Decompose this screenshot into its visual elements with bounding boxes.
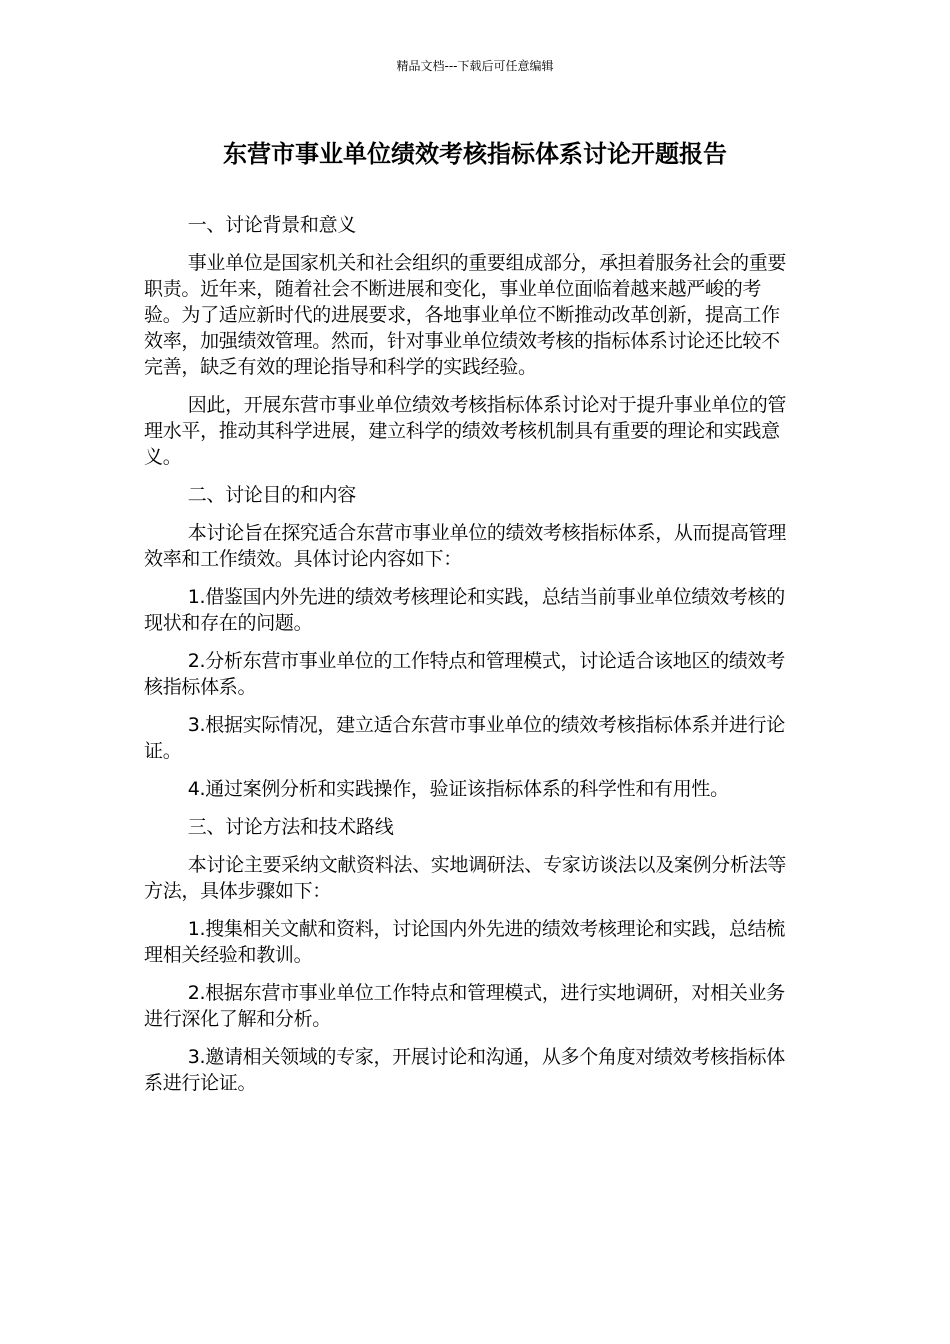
document-title: 东营市事业单位绩效考核指标体系讨论开题报告 <box>223 140 727 168</box>
page-header-note: 精品文档---下载后可任意编辑 <box>396 59 554 73</box>
content-item-2: 2.分析东营市事业单位的工作特点和管理模式，讨论适合该地区的绩效考核指标体系。 <box>144 650 785 698</box>
paragraph-background: 事业单位是国家机关和社会组织的重要组成部分，承担着服务社会的重要职责。近年来，随着社会不断进展和变化，事业单位面临着越来越严峻的考验。为了适应新时代的进展要求，各地事业单位不断推动改革创新，提高工作效率，加强绩效管理。然而，针对事业单位绩效考核的指标体系讨论还比较不完善，缺乏有效的理论指导和科学的实践经验。 <box>144 252 787 378</box>
section-heading-purpose: 二、讨论目的和内容 <box>187 484 356 506</box>
paragraph-methods: 本讨论主要采纳文献资料法、实地调研法、专家访谈法以及案例分析法等方法，具体步骤如下： <box>144 854 787 902</box>
method-step-3: 3.邀请相关领域的专家，开展讨论和沟通，从多个角度对绩效考核指标体系进行论证。 <box>144 1046 785 1094</box>
method-step-1: 1.搜集相关文献和资料，讨论国内外先进的绩效考核理论和实践，总结梳理相关经验和教训。 <box>144 918 785 966</box>
method-step-2: 2.根据东营市事业单位工作特点和管理模式，进行实地调研，对相关业务进行深化了解和分析。 <box>144 982 785 1030</box>
content-item-3: 3.根据实际情况，建立适合东营市事业单位的绩效考核指标体系并进行论证。 <box>144 714 785 762</box>
paragraph-significance: 因此，开展东营市事业单位绩效考核指标体系讨论对于提升事业单位的管理水平，推动其科学进展，建立科学的绩效考核机制具有重要的理论和实践意义。 <box>144 394 787 468</box>
document-body <box>144 212 794 1108</box>
paragraph-purpose: 本讨论旨在探究适合东营市事业单位的绩效考核指标体系，从而提高管理效率和工作绩效。具体讨论内容如下： <box>144 522 787 570</box>
section-heading-background: 一、讨论背景和意义 <box>187 214 356 236</box>
section-heading-methods: 三、讨论方法和技术路线 <box>187 816 394 838</box>
content-item-4: 4.通过案例分析和实践操作，验证该指标体系的科学性和有用性。 <box>187 778 729 800</box>
content-item-1: 1.借鉴国内外先进的绩效考核理论和实践，总结当前事业单位绩效考核的现状和存在的问题。 <box>144 586 785 634</box>
